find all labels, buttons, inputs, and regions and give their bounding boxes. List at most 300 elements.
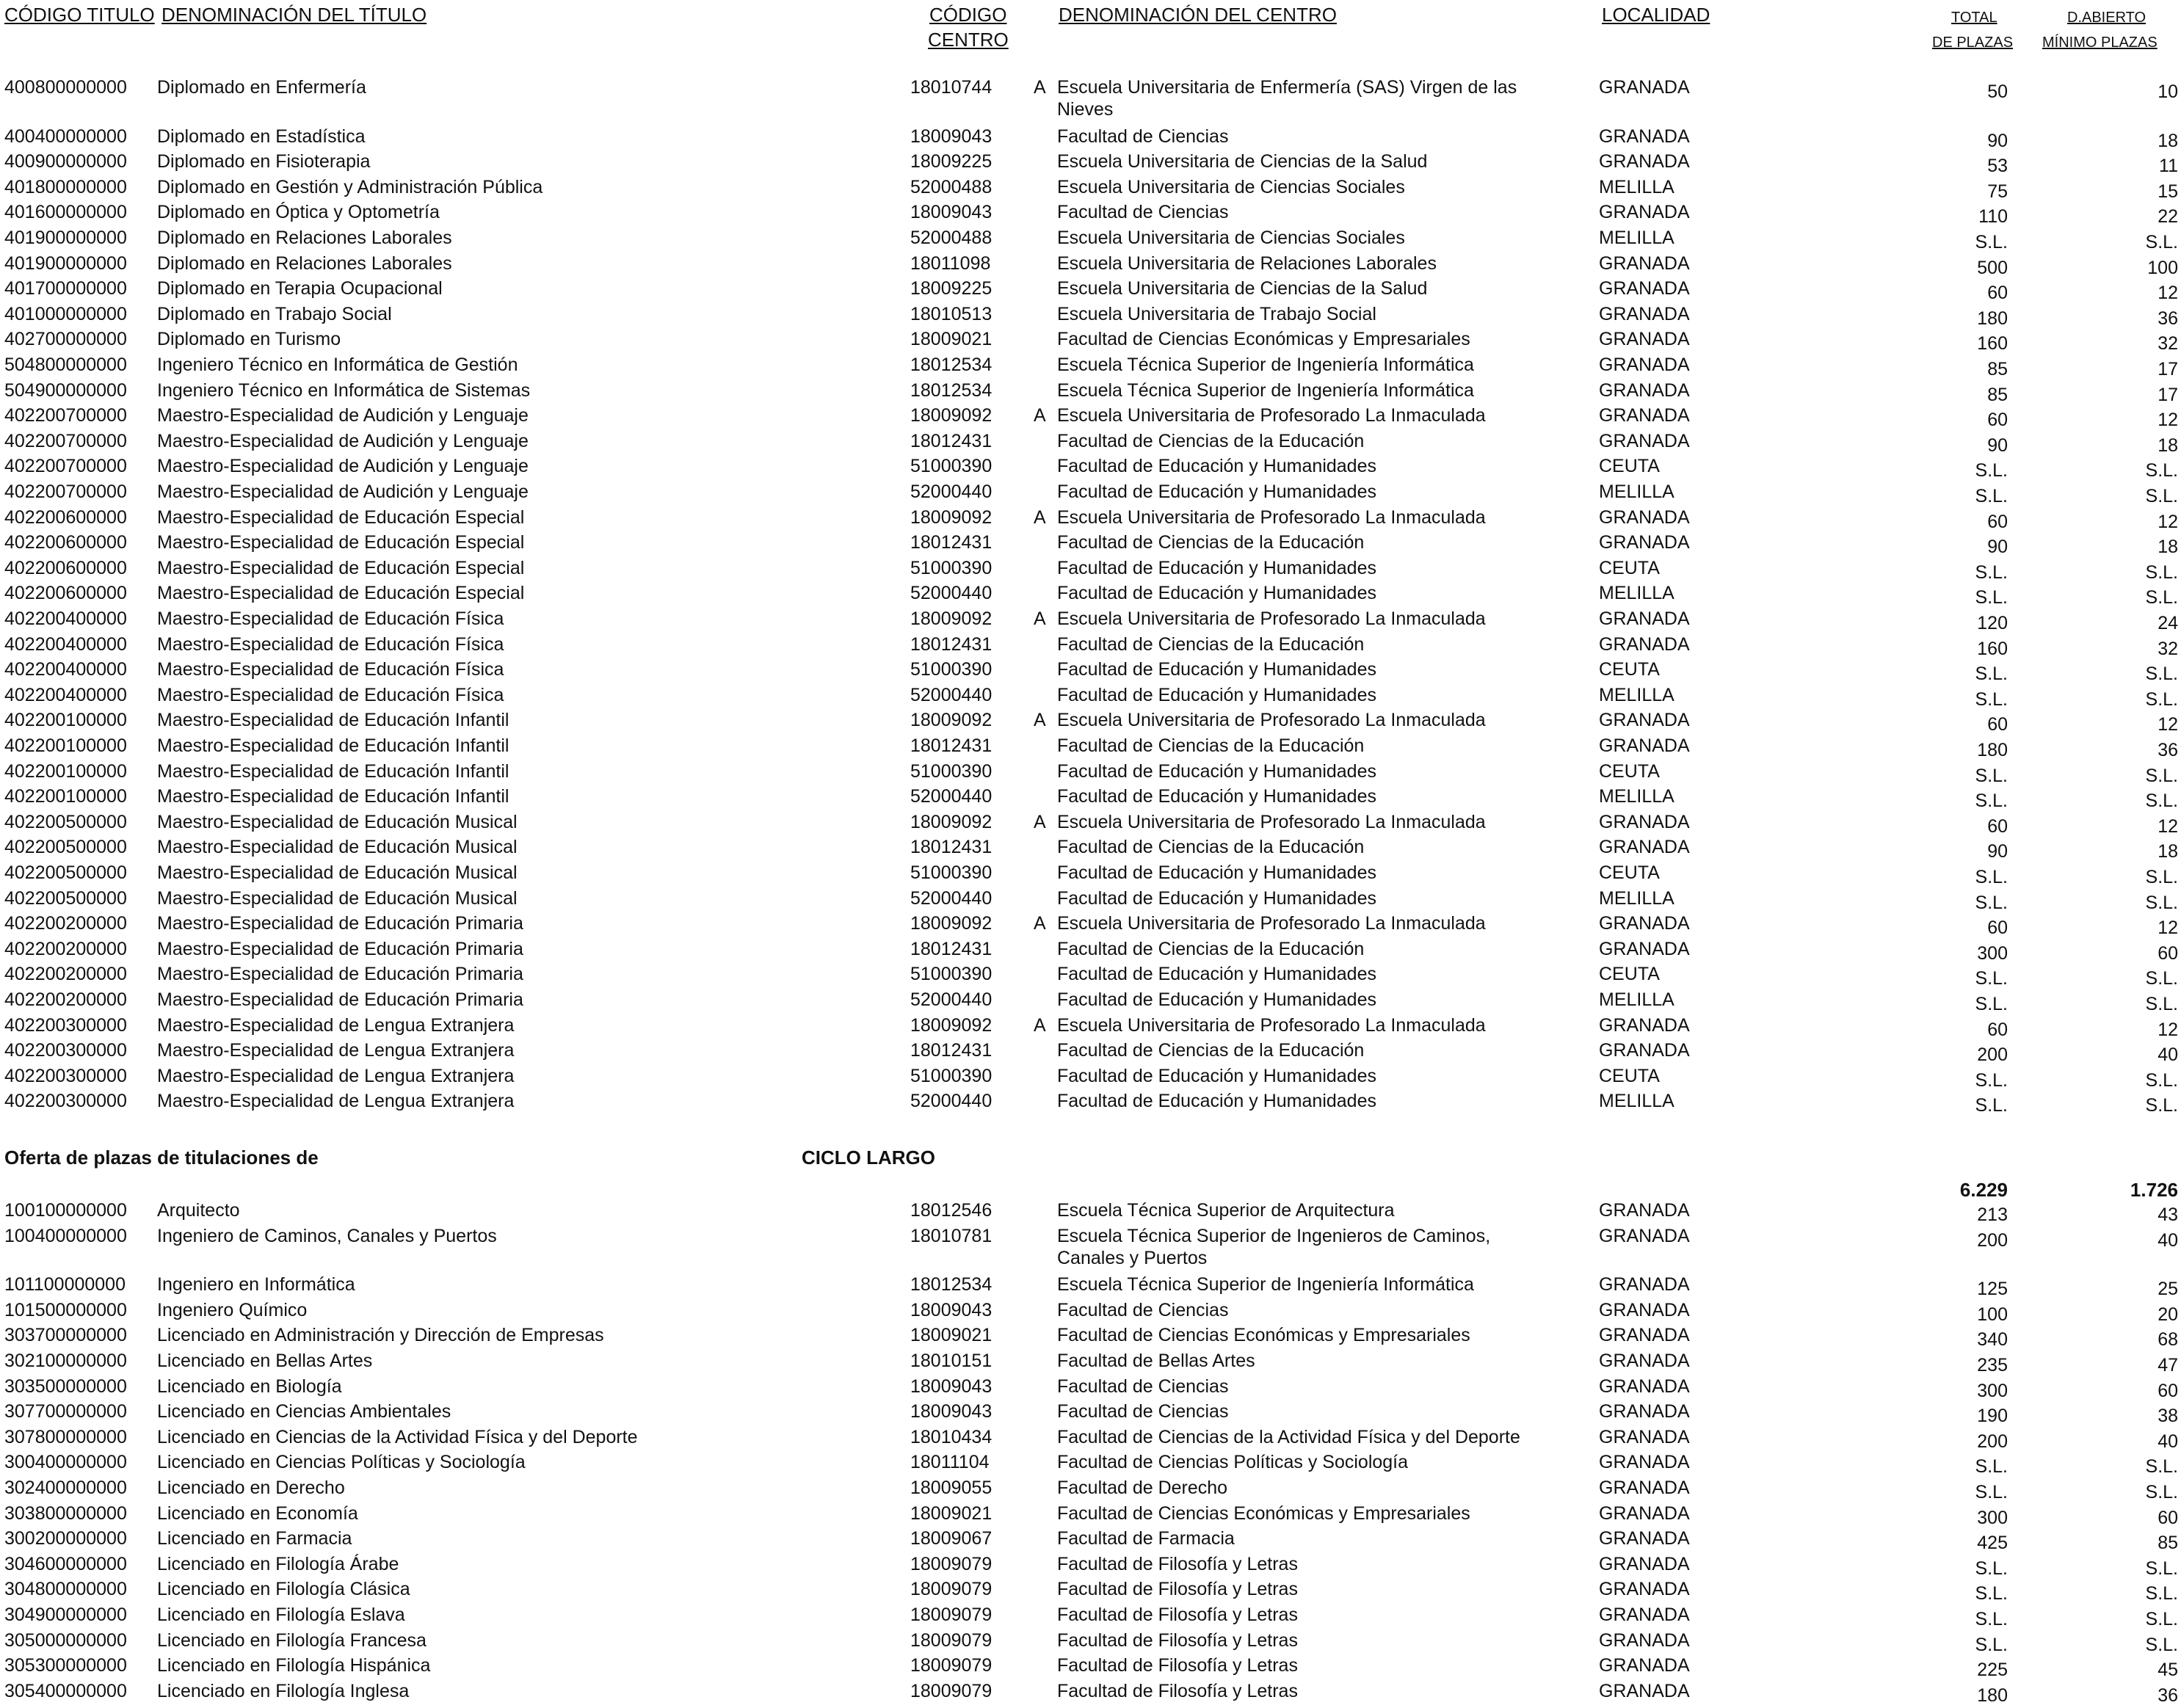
title-code: 400800000000	[4, 77, 127, 98]
center-name: Facultad de Ciencias Económicas y Empresariales	[1057, 1502, 1470, 1524]
title-name: Maestro-Especialidad de Educación Especial	[157, 583, 525, 604]
minimo-plazas: 22	[2158, 206, 2178, 228]
center-code: 18010434	[910, 1426, 992, 1447]
table-row	[0, 733, 2181, 758]
title-name: Licenciado en Bellas Artes	[157, 1351, 373, 1371]
table-row	[0, 1526, 2181, 1554]
locality: MELILLA	[1599, 887, 1674, 909]
title-code: 504900000000	[4, 379, 127, 401]
minimo-plazas: 15	[2158, 181, 2178, 202]
center-name: Facultad de Ciencias	[1057, 1299, 1229, 1320]
locality: GRANADA	[1599, 1299, 1690, 1320]
center-code: 18009079	[910, 1605, 992, 1625]
center-name: Escuela Universitaria de Profesorado La Inmaculada	[1057, 405, 1486, 426]
center-name: Facultad de Filosofía y Letras	[1057, 1553, 1298, 1574]
title-name: Licenciado en Ciencias Políticas y Sociología	[157, 1452, 526, 1473]
title-code: 402200500000	[4, 837, 127, 858]
header-codigo-centro-line1: CÓDIGO	[929, 4, 1007, 26]
center-code: 51000390	[910, 964, 992, 985]
center-name: Escuela Universitaria de Ciencias de la Salud	[1057, 151, 1428, 172]
center-name: Facultad de Ciencias de la Educación	[1057, 938, 1365, 959]
title-name: Maestro-Especialidad de Audición y Lenguaje	[157, 405, 529, 426]
title-name: Licenciado en Economía	[157, 1502, 358, 1524]
center-name-continued: Nieves	[1057, 99, 1114, 120]
table-row	[0, 352, 2181, 377]
center-name: Facultad de Educación y Humanidades	[1057, 659, 1376, 680]
minimo-plazas: S.L.	[2145, 486, 2178, 506]
total-plazas: S.L.	[1975, 1609, 2008, 1629]
locality: GRANADA	[1599, 1553, 1690, 1574]
title-code: 100100000000	[4, 1200, 127, 1221]
title-name: Diplomado en Trabajo Social	[157, 303, 392, 324]
title-code: 402200200000	[4, 964, 127, 985]
title-code: 305000000000	[4, 1629, 127, 1651]
total-plazas: S.L.	[1975, 1634, 2008, 1655]
table-row	[0, 454, 2181, 479]
minimo-plazas: 12	[2158, 511, 2178, 532]
minimo-plazas: S.L.	[2145, 232, 2178, 252]
total-plazas: 180	[1977, 1685, 2008, 1706]
minimo-plazas: 45	[2158, 1660, 2178, 1681]
center-code: 52000440	[910, 1091, 992, 1112]
title-code: 402200500000	[4, 862, 127, 883]
title-name: Maestro-Especialidad de Lengua Extranjera	[157, 1091, 515, 1112]
center-code: 18009225	[910, 151, 992, 172]
center-code: 18009043	[910, 126, 992, 147]
title-name: Licenciado en Administración y Dirección de Empresas	[157, 1325, 604, 1346]
title-code: 305300000000	[4, 1655, 127, 1676]
center-name: Facultad de Ciencias de la Educación	[1057, 735, 1365, 756]
table-row	[0, 784, 2181, 812]
locality: MELILLA	[1599, 583, 1674, 604]
center-name: Facultad de Educación y Humanidades	[1057, 583, 1376, 604]
title-name: Diplomado en Fisioterapia	[157, 151, 371, 172]
table-row	[0, 657, 2181, 685]
table-row	[0, 1425, 2181, 1450]
center-name: Facultad de Educación y Humanidades	[1057, 684, 1376, 705]
center-name: Facultad de Farmacia	[1057, 1528, 1235, 1549]
center-name: Facultad de Educación y Humanidades	[1057, 786, 1376, 807]
title-code: 402200200000	[4, 913, 127, 934]
table-row	[0, 505, 2181, 530]
total-plazas: S.L.	[1975, 1069, 2008, 1091]
center-code: 18012431	[910, 633, 992, 655]
total-plazas: 100	[1977, 1304, 2008, 1325]
title-name: Maestro-Especialidad de Educación Musical	[157, 862, 518, 883]
total-plazas: 60	[1987, 410, 2008, 431]
title-code: 402200400000	[4, 633, 127, 655]
center-code: 18009092	[910, 1014, 992, 1036]
center-code: 18009079	[910, 1579, 992, 1600]
title-code: 402200300000	[4, 1014, 127, 1036]
total-plazas: S.L.	[1975, 460, 2008, 481]
locality: GRANADA	[1599, 329, 1690, 350]
title-code: 303800000000	[4, 1502, 127, 1524]
total-plazas: S.L.	[1975, 232, 2008, 252]
minimo-plazas: 12	[2158, 410, 2178, 431]
title-name: Maestro-Especialidad de Educación Infantil	[157, 786, 509, 807]
locality: GRANADA	[1599, 1014, 1690, 1036]
minimo-plazas: S.L.	[2145, 892, 2178, 913]
center-code: 18010151	[910, 1351, 992, 1371]
minimo-plazas: S.L.	[2145, 1609, 2178, 1629]
locality: GRANADA	[1599, 126, 1690, 147]
title-code: 401800000000	[4, 176, 127, 197]
title-code: 402200400000	[4, 659, 127, 680]
center-code: 18012431	[910, 430, 992, 451]
center-name: Escuela Universitaria de Ciencias de la Salud	[1057, 278, 1428, 299]
title-name: Diplomado en Turismo	[157, 329, 341, 350]
table-row	[0, 149, 2181, 177]
header-denominacion-centro: DENOMINACIÓN DEL CENTRO	[1059, 4, 1337, 26]
table-row	[0, 124, 2181, 149]
minimo-plazas: 12	[2158, 714, 2178, 735]
title-code: 402200700000	[4, 405, 127, 426]
locality: MELILLA	[1599, 786, 1674, 807]
center-name: Facultad de Derecho	[1057, 1478, 1228, 1498]
title-name: Licenciado en Ciencias Ambientales	[157, 1401, 451, 1422]
total-plazas: S.L.	[1975, 486, 2008, 506]
locality: GRANADA	[1599, 1040, 1690, 1061]
table-row	[0, 1224, 2181, 1249]
total-plazas: 60	[1987, 815, 2008, 837]
locality: GRANADA	[1599, 1401, 1690, 1422]
center-marker: A	[1034, 710, 1046, 731]
center-code: 18009225	[910, 278, 992, 299]
table-row	[0, 1552, 2181, 1577]
center-marker: A	[1034, 913, 1046, 934]
total-plazas: S.L.	[1975, 587, 2008, 608]
title-name: Maestro-Especialidad de Educación Primaria	[157, 938, 523, 959]
total-plazas: 75	[1987, 181, 2008, 202]
locality: GRANADA	[1599, 837, 1690, 858]
center-name: Escuela Universitaria de Profesorado La Inmaculada	[1057, 710, 1486, 731]
total-plazas: 110	[1978, 206, 2008, 228]
table-row	[0, 479, 2181, 504]
title-name: Ingeniero Técnico en Informática de Gestión	[157, 355, 518, 375]
title-code: 402200100000	[4, 786, 127, 807]
section-cycle: CICLO LARGO	[802, 1146, 935, 1169]
total-plazas: 200	[1977, 1431, 2008, 1452]
minimo-plazas: S.L.	[2145, 765, 2178, 786]
center-code: 18012534	[910, 355, 992, 375]
center-name: Facultad de Ciencias de la Educación	[1057, 1040, 1365, 1061]
center-name: Facultad de Educación y Humanidades	[1057, 989, 1376, 1010]
total-plazas: 213	[1977, 1204, 2008, 1225]
total-plazas: S.L.	[1975, 1482, 2008, 1502]
center-name: Facultad de Ciencias Políticas y Sociología	[1057, 1452, 1409, 1473]
title-code: 302100000000	[4, 1351, 127, 1371]
locality: GRANADA	[1599, 811, 1690, 832]
minimo-plazas: 68	[2158, 1329, 2178, 1351]
minimo-plazas: S.L.	[2145, 688, 2178, 710]
center-code: 51000390	[910, 659, 992, 680]
table-row	[0, 1653, 2181, 1681]
table-row	[0, 403, 2181, 431]
locality: MELILLA	[1599, 1091, 1674, 1112]
total-plazas: S.L.	[1975, 1583, 2008, 1605]
total-plazas: 90	[1987, 435, 2008, 456]
title-name: Maestro-Especialidad de Educación Especial	[157, 557, 525, 578]
center-name: Escuela Universitaria de Ciencias Sociales	[1057, 228, 1405, 248]
minimo-plazas: 24	[2158, 613, 2178, 633]
minimo-plazas: 40	[2158, 1229, 2178, 1251]
center-name: Facultad de Bellas Artes	[1057, 1351, 1255, 1371]
center-code: 51000390	[910, 760, 992, 782]
locality: GRANADA	[1599, 735, 1690, 756]
total-plazas: 340	[1977, 1329, 2008, 1351]
center-name: Facultad de Ciencias de la Educación	[1057, 633, 1365, 655]
center-name: Facultad de Educación y Humanidades	[1057, 1091, 1376, 1112]
center-code: 52000440	[910, 481, 992, 502]
title-name: Licenciado en Ciencias de la Actividad Física y del Deporte	[157, 1426, 638, 1447]
table-row	[0, 1399, 2181, 1427]
minimo-plazas: S.L.	[2145, 867, 2178, 887]
title-code: 402200700000	[4, 481, 127, 502]
center-code: 18012431	[910, 837, 992, 858]
total-plazas: 160	[1977, 638, 2008, 659]
minimo-plazas: 40	[2158, 1044, 2178, 1066]
title-name: Licenciado en Filología Árabe	[157, 1553, 399, 1574]
center-code: 52000488	[910, 176, 992, 197]
locality: CEUTA	[1599, 557, 1660, 578]
center-code: 18010513	[910, 303, 992, 324]
minimo-plazas: 18	[2158, 435, 2178, 456]
title-code: 305400000000	[4, 1680, 127, 1701]
table-row	[0, 1374, 2181, 1399]
title-name: Maestro-Especialidad de Educación Física	[157, 659, 504, 680]
title-code: 401700000000	[4, 278, 127, 299]
title-name: Maestro-Especialidad de Educación Especial	[157, 506, 525, 528]
center-name: Escuela Universitaria de Profesorado La Inmaculada	[1057, 608, 1486, 629]
header-dabierto-line2: MÍNIMO PLAZAS	[2042, 34, 2158, 51]
locality: GRANADA	[1599, 202, 1690, 223]
minimo-plazas: S.L.	[2145, 1069, 2178, 1091]
total-plazas: S.L.	[1975, 664, 2008, 685]
total-plazas: 90	[1987, 841, 2008, 862]
minimo-plazas: 17	[2158, 359, 2178, 379]
center-code: 18011104	[910, 1452, 990, 1473]
locality: MELILLA	[1599, 684, 1674, 705]
title-code: 300200000000	[4, 1528, 127, 1549]
locality: GRANADA	[1599, 77, 1690, 98]
table-row	[0, 556, 2181, 581]
total-plazas: 180	[1977, 740, 2008, 760]
locality: GRANADA	[1599, 252, 1690, 274]
total-plazas: 60	[1987, 917, 2008, 939]
minimo-plazas: 12	[2158, 815, 2178, 837]
table-row	[0, 1038, 2181, 1066]
title-name: Arquitecto	[157, 1200, 240, 1221]
locality: GRANADA	[1599, 1274, 1690, 1295]
table-row	[0, 1013, 2181, 1038]
title-code: 100400000000	[4, 1225, 127, 1246]
center-name: Escuela Técnica Superior de Ingeniería Informática	[1057, 355, 1474, 375]
title-code: 101500000000	[4, 1299, 127, 1320]
center-name: Escuela Técnica Superior de Ingeniería Informática	[1057, 379, 1474, 401]
total-plazas: 85	[1987, 359, 2008, 379]
minimo-plazas: 60	[2158, 1380, 2178, 1401]
center-name: Facultad de Ciencias de la Actividad Física y del Deporte	[1057, 1426, 1520, 1447]
minimo-plazas: 85	[2158, 1533, 2178, 1554]
table-row	[0, 708, 2181, 733]
title-name: Diplomado en Enfermería	[157, 77, 366, 98]
minimo-plazas: S.L.	[2145, 1456, 2178, 1478]
table-row	[0, 987, 2181, 1012]
title-code: 402200600000	[4, 557, 127, 578]
title-code: 402200600000	[4, 506, 127, 528]
title-code: 402200400000	[4, 608, 127, 629]
minimo-plazas: 10	[2158, 81, 2178, 102]
center-name: Facultad de Filosofía y Letras	[1057, 1655, 1298, 1676]
total-plazas: 500	[1977, 257, 2008, 278]
center-code: 18009021	[910, 329, 992, 350]
total-plazas: S.L.	[1975, 688, 2008, 710]
minimo-plazas: S.L.	[2145, 1095, 2178, 1116]
minimo-plazas: 36	[2158, 1685, 2178, 1706]
center-code: 18009092	[910, 710, 992, 731]
center-code: 52000440	[910, 583, 992, 604]
table-row	[0, 1679, 2181, 1704]
header-total-line2: DE PLAZAS	[1932, 34, 2014, 51]
title-code: 303700000000	[4, 1325, 127, 1346]
title-name: Maestro-Especialidad de Educación Física	[157, 608, 504, 629]
locality: GRANADA	[1599, 506, 1690, 528]
minimo-plazas: S.L.	[2145, 1558, 2178, 1579]
total-plazas: 160	[1977, 333, 2008, 355]
table-row	[0, 1064, 2181, 1089]
total-plazas: 200	[1977, 1044, 2008, 1066]
title-name: Maestro-Especialidad de Lengua Extranjera	[157, 1014, 515, 1036]
locality: GRANADA	[1599, 430, 1690, 451]
total-plazas: 60	[1987, 714, 2008, 735]
locality: GRANADA	[1599, 1225, 1690, 1246]
center-code: 18009043	[910, 1299, 992, 1320]
title-code: 303500000000	[4, 1376, 127, 1397]
table-row	[0, 75, 2181, 100]
section-total-plazas: 6.229	[1959, 1179, 2008, 1201]
total-plazas: S.L.	[1975, 791, 2008, 812]
center-code: 52000440	[910, 786, 992, 807]
total-plazas: S.L.	[1975, 968, 2008, 989]
center-name: Escuela Técnica Superior de Ingenieros de Caminos,	[1057, 1225, 1491, 1246]
center-name: Facultad de Ciencias Económicas y Empresariales	[1057, 329, 1470, 350]
total-plazas: 300	[1977, 1507, 2008, 1528]
table-row	[0, 1198, 2181, 1223]
title-name: Maestro-Especialidad de Educación Primaria	[157, 964, 523, 985]
minimo-plazas: 43	[2158, 1204, 2178, 1225]
center-name: Facultad de Filosofía y Letras	[1057, 1629, 1298, 1651]
table-row	[0, 1501, 2181, 1526]
table-row	[0, 1475, 2181, 1500]
center-name: Escuela Universitaria de Enfermería (SAS) Virgen de las	[1057, 77, 1517, 98]
table-row	[0, 225, 2181, 250]
center-code: 18009092	[910, 608, 992, 629]
table-row	[0, 302, 2181, 327]
center-code: 18009021	[910, 1325, 992, 1346]
center-code: 51000390	[910, 557, 992, 578]
title-code: 402200500000	[4, 811, 127, 832]
locality: CEUTA	[1599, 659, 1660, 680]
title-code: 402200600000	[4, 583, 127, 604]
locality: GRANADA	[1599, 303, 1690, 324]
center-code: 51000390	[910, 862, 992, 883]
minimo-plazas: 100	[2147, 257, 2178, 278]
locality: MELILLA	[1599, 228, 1674, 248]
locality: GRANADA	[1599, 1478, 1690, 1498]
total-plazas: S.L.	[1975, 1095, 2008, 1116]
table-row	[0, 251, 2181, 276]
center-name: Escuela Universitaria de Ciencias Sociales	[1057, 176, 1405, 197]
center-name: Facultad de Educación y Humanidades	[1057, 964, 1376, 985]
title-code: 402200600000	[4, 532, 127, 553]
title-name: Diplomado en Estadística	[157, 126, 366, 147]
title-name: Maestro-Especialidad de Lengua Extranjera	[157, 1065, 515, 1086]
center-code: 52000488	[910, 228, 992, 248]
center-code: 18009043	[910, 202, 992, 223]
minimo-plazas: 11	[2159, 156, 2178, 177]
minimo-plazas: 60	[2158, 1507, 2178, 1528]
center-code: 18009079	[910, 1629, 992, 1651]
title-code: 402200500000	[4, 887, 127, 909]
total-plazas: S.L.	[1975, 1456, 2008, 1478]
header-total-line1: TOTAL	[1951, 10, 1997, 26]
locality: GRANADA	[1599, 355, 1690, 375]
table-row	[0, 911, 2181, 939]
table-row	[0, 1602, 2181, 1627]
total-plazas: 125	[1977, 1279, 2008, 1300]
minimo-plazas: 18	[2158, 130, 2178, 151]
center-name: Escuela Universitaria de Profesorado La Inmaculada	[1057, 1014, 1486, 1036]
minimo-plazas: S.L.	[2145, 994, 2178, 1014]
title-code: 401900000000	[4, 252, 127, 274]
total-plazas: S.L.	[1975, 994, 2008, 1014]
locality: GRANADA	[1599, 633, 1690, 655]
center-name: Escuela Técnica Superior de Arquitectura	[1057, 1200, 1395, 1221]
locality: GRANADA	[1599, 1655, 1690, 1676]
center-code: 18012546	[910, 1200, 992, 1221]
total-plazas: S.L.	[1975, 765, 2008, 786]
locality: CEUTA	[1599, 964, 1660, 985]
locality: GRANADA	[1599, 1680, 1690, 1701]
total-plazas: 300	[1977, 1380, 2008, 1401]
title-code: 401900000000	[4, 228, 127, 248]
minimo-plazas: 40	[2158, 1431, 2178, 1452]
table-row	[0, 683, 2181, 708]
minimo-plazas: 36	[2158, 740, 2178, 760]
header-codigo-titulo: CÓDIGO TITULO	[4, 4, 155, 26]
total-plazas: 120	[1977, 613, 2008, 633]
center-code: 52000440	[910, 684, 992, 705]
title-name: Ingeniero de Caminos, Canales y Puertos	[157, 1225, 497, 1246]
title-code: 101100000000	[4, 1274, 126, 1295]
center-name: Escuela Universitaria de Trabajo Social	[1057, 303, 1376, 324]
center-name: Facultad de Educación y Humanidades	[1057, 1065, 1376, 1086]
minimo-plazas: S.L.	[2145, 791, 2178, 812]
table-row	[0, 1577, 2181, 1605]
total-plazas: 60	[1987, 283, 2008, 304]
locality: GRANADA	[1599, 1528, 1690, 1549]
minimo-plazas: S.L.	[2145, 460, 2178, 481]
center-code: 18009092	[910, 811, 992, 832]
title-code: 300400000000	[4, 1452, 127, 1473]
center-code: 18012534	[910, 1274, 992, 1295]
table-row	[0, 759, 2181, 784]
title-code: 402200200000	[4, 989, 127, 1010]
locality: GRANADA	[1599, 1502, 1690, 1524]
title-name: Diplomado en Relaciones Laborales	[157, 252, 452, 274]
table-row	[0, 581, 2181, 606]
